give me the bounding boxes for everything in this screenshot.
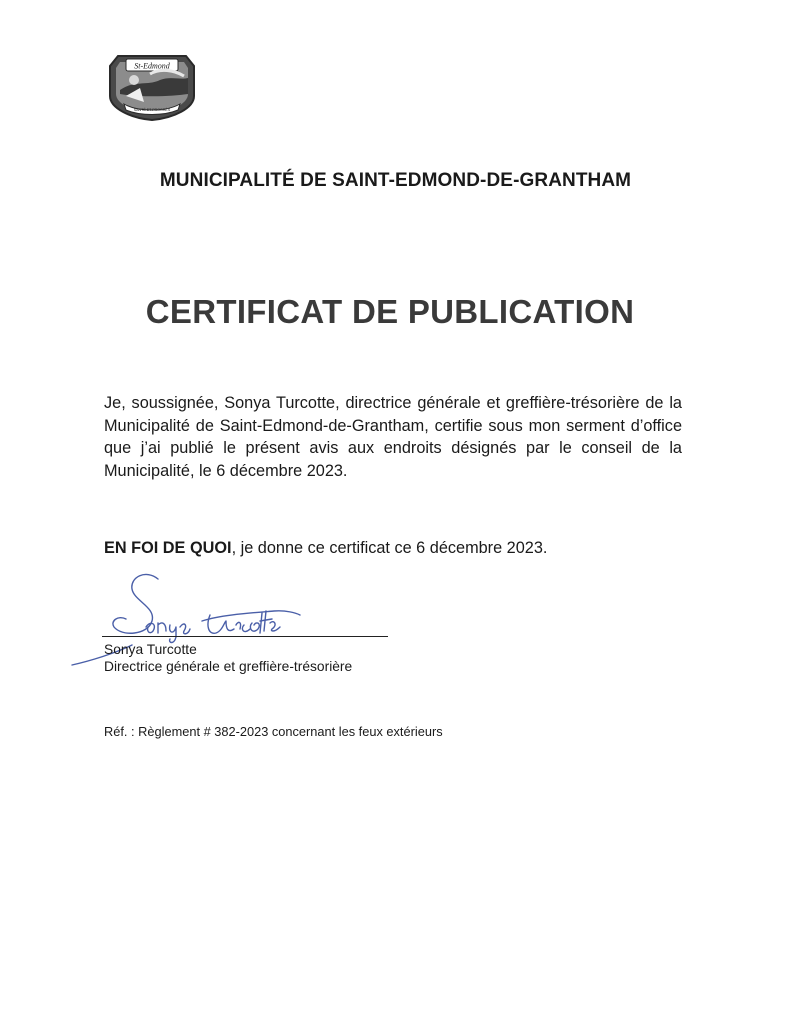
attestation-bold-text: EN FOI DE QUOI (104, 539, 232, 557)
municipality-name: MUNICIPALITÉ DE SAINT-EDMOND-DE-GRANTHAM (159, 170, 632, 191)
signer-name: Sonya Turcotte (104, 642, 197, 657)
signer-role: Directrice générale et greffière-trésorière (104, 659, 353, 674)
municipal-crest-logo (104, 50, 200, 122)
document-title: CERTIFICAT DE PUBLICATION (145, 293, 635, 330)
crest-emblem-icon (104, 50, 200, 122)
attestation-text: , je donne ce certificat ce 6 décembre 2023. (231, 539, 548, 557)
reference-note: Réf. : Règlement # 382-2023 concernant les feux extérieurs (104, 724, 443, 739)
signature-line (102, 636, 388, 637)
attestation-statement (104, 539, 547, 558)
certification-paragraph: Je, soussignée, Sonya Turcotte, directrice générale et greffière-trésorière de la Municipalité de Saint-Edmond-de-Grantham, certifie sous mon serment d’office que j’ai publié le présent avis aux endroits désignés par le conseil de la Municipalité, le 6 décembre 2023. (104, 394, 682, 480)
crest-motto-text: SANTÉ ET PROGRÈS (133, 108, 171, 112)
crest-name-text: St-Edmond (134, 61, 170, 71)
